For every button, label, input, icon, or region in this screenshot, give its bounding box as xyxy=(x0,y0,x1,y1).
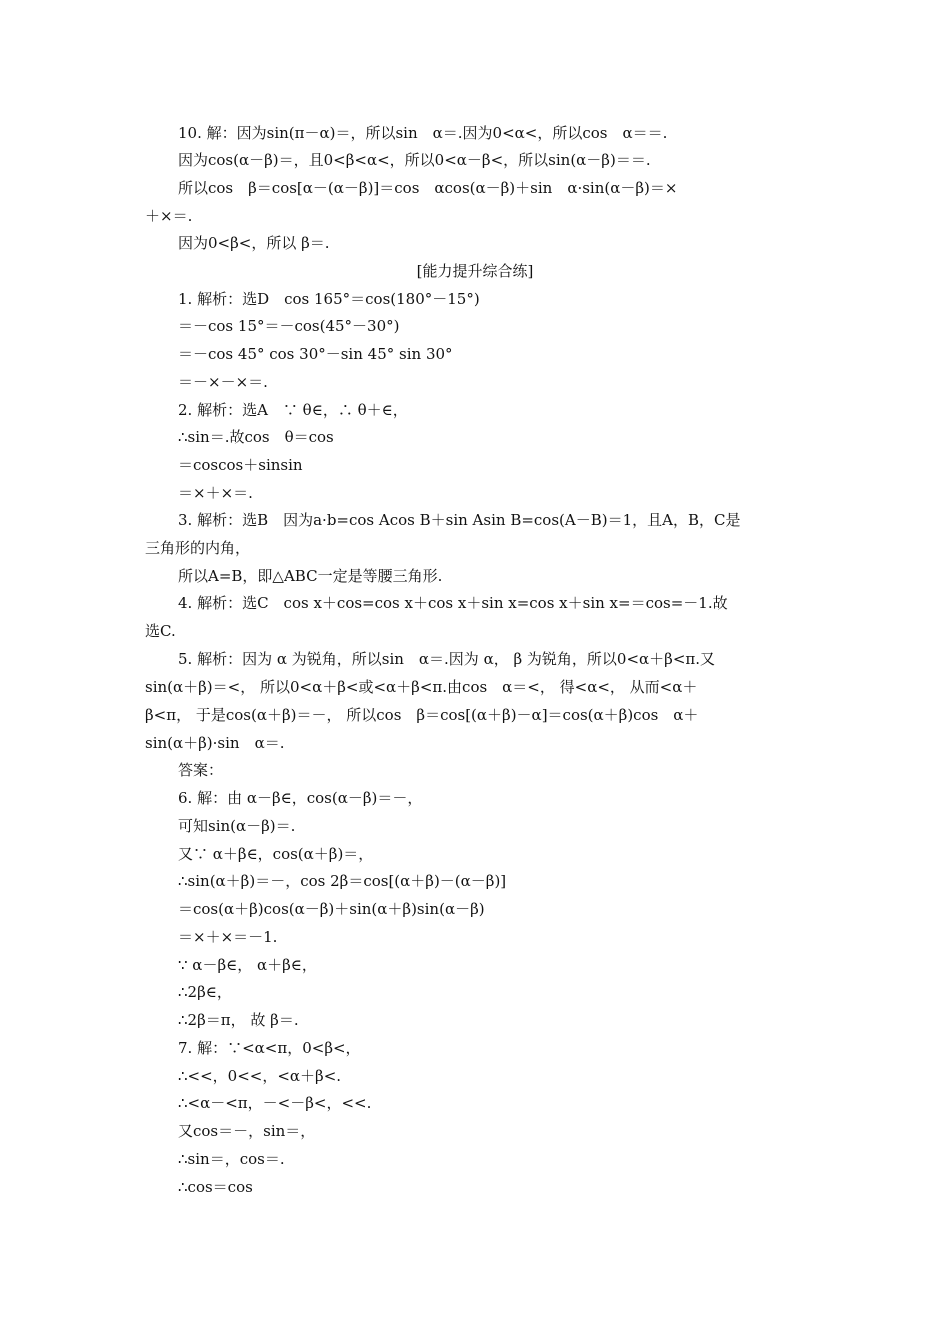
problem-4-line-2: 选C. xyxy=(145,622,176,640)
problem-7-line-2: ∴<<，0<<，<α＋β<. xyxy=(178,1067,342,1085)
problem-5-line-3: β<π， 于是cos(α＋β)＝－， 所以cos β＝cos[(α＋β)－α]＝cos(α＋β)cos α＋ xyxy=(145,706,699,724)
problem-2-line-1: 2. 解析：选A ∵ θ∈，∴ θ＋∈， xyxy=(178,401,408,419)
problem-6-line-2: 可知sin(α－β)＝. xyxy=(178,817,296,835)
solution-10-line-2: 因为cos(α－β)＝，且0<β<α<，所以0<α－β<，所以sin(α－β)＝＝. xyxy=(178,151,651,169)
problem-6-line-5: ＝cos(α＋β)cos(α－β)＋sin(α＋β)sin(α－β) xyxy=(178,900,485,918)
problem-3-line-3: 所以A=B，即△ABC一定是等腰三角形. xyxy=(178,567,443,585)
problem-7-line-6: ∴cos＝cos xyxy=(178,1178,253,1196)
problem-5-answer-label: 答案： xyxy=(178,761,224,779)
problem-2-line-2: ∴sin＝.故cos θ＝cos xyxy=(178,428,334,446)
problem-6-line-4: ∴sin(α＋β)＝－，cos 2β＝cos[(α＋β)－(α－β)] xyxy=(178,872,507,890)
problem-6-line-1: 6. 解：由 α－β∈，cos(α－β)＝－， xyxy=(178,789,423,807)
problem-5-line-1: 5. 解析：因为 α 为锐角，所以sin α＝.因为 α， β 为锐角，所以0<α＋β<π.又 xyxy=(178,650,716,668)
problem-6-line-7: ∵ α－β∈， α＋β∈， xyxy=(178,956,317,974)
problem-5-line-2: sin(α＋β)＝<， 所以0<α＋β<或<α＋β<π.由cos α＝<， 得<α<， 从而<α＋ xyxy=(145,678,698,696)
problem-1-line-1: 1. 解析：选D cos 165°＝cos(180°－15°) xyxy=(178,290,480,308)
solution-10-line-4: ＋×＝. xyxy=(145,207,193,225)
problem-7-line-3: ∴<α－<π，－<－β<，<<. xyxy=(178,1094,372,1112)
problem-6-line-6: ＝×＋×＝－1. xyxy=(178,928,278,946)
problem-6-line-8: ∴2β∈， xyxy=(178,983,232,1001)
problem-3-line-2: 三角形的内角， xyxy=(145,539,251,557)
problem-7-line-5: ∴sin＝，cos＝. xyxy=(178,1150,285,1168)
problem-6-line-9: ∴2β＝π， 故 β＝. xyxy=(178,1011,299,1029)
problem-5-line-4: sin(α＋β)·sin α＝. xyxy=(145,734,285,752)
problem-2-line-4: ＝×＋×＝. xyxy=(178,484,253,502)
solution-10-line-3: 所以cos β＝cos[α－(α－β)]＝cos αcos(α－β)＋sin α·sin(α－β)＝× xyxy=(178,179,678,197)
problem-7-line-1: 7. 解：∵<α<π，0<β<， xyxy=(178,1039,361,1057)
problem-1-line-4: ＝－×－×＝. xyxy=(178,373,268,391)
solution-10-line-5: 因为0<β<，所以 β＝. xyxy=(178,234,330,252)
problem-7-line-4: 又cos＝－，sin＝， xyxy=(178,1122,316,1140)
problem-6-line-3: 又∵ α＋β∈，cos(α＋β)＝， xyxy=(178,845,374,863)
problem-4-line-1: 4. 解析：选C cos x＋cos=cos x＋cos x＋sin x=cos x＋sin x=＝cos=－1.故 xyxy=(178,594,728,612)
problem-3-line-1: 3. 解析：选B 因为a·b=cos Acos B＋sin Asin B=cos(A－B)＝1，且A，B，C是 xyxy=(178,511,741,529)
problem-2-line-3: ＝coscos＋sinsin xyxy=(178,456,303,474)
problem-1-line-2: ＝－cos 15°＝－cos(45°－30°) xyxy=(178,317,400,335)
problem-1-line-3: ＝－cos 45° cos 30°－sin 45° sin 30° xyxy=(178,345,453,363)
solution-10-line-1: 10. 解：因为sin(π－α)＝，所以sin α＝.因为0<α<，所以cos α＝＝. xyxy=(178,124,668,142)
section-heading: [能力提升综合练] xyxy=(416,262,534,280)
